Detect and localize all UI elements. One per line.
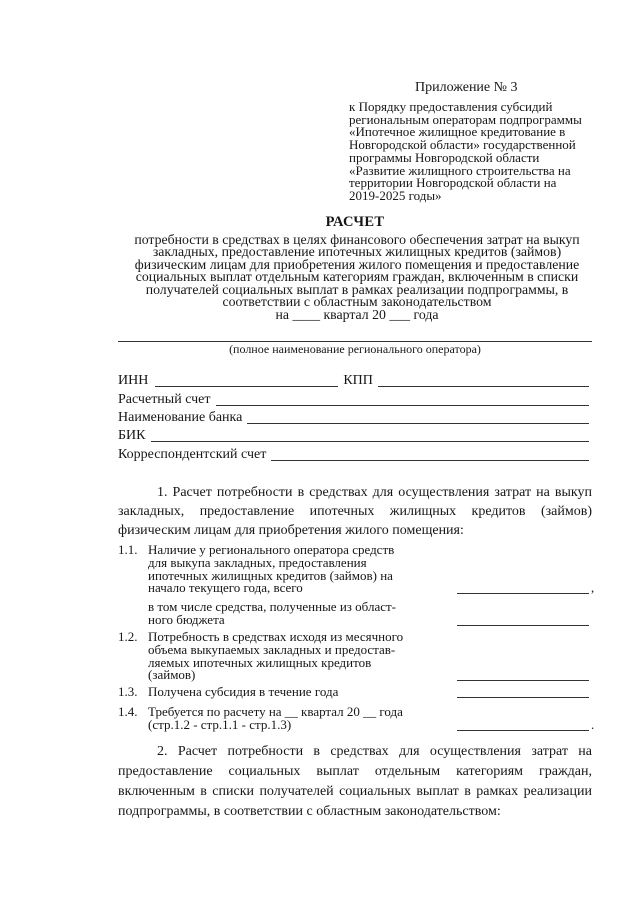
inn-label: ИНН — [118, 373, 149, 388]
inn-kpp-row — [118, 372, 589, 390]
item-text-line: ипотечных жилищных кредитов (займов) на — [148, 567, 393, 583]
calc-item-1-1 — [118, 542, 595, 596]
calc-item-1-1-regional-budget — [118, 601, 592, 627]
operator-name-caption: (полное наименование регионального оператора) — [229, 342, 481, 356]
appendix-reference-line: «Развитие жилищного строительства на — [349, 162, 571, 178]
bank-name-label: Наименование банка — [118, 410, 243, 425]
appendix-number: Приложение № 3 — [415, 80, 518, 95]
kpp-label: КПП — [343, 373, 373, 388]
kpp-field — [378, 386, 589, 387]
item-number: 1.4. — [118, 704, 138, 719]
item-text — [148, 704, 595, 732]
corr-account-field — [271, 460, 589, 461]
subtitle-line: социальных выплат отдельным категориям граждан, включенным в списки — [135, 269, 579, 284]
item-text-line: начало текущего года, всего — [148, 580, 303, 596]
section1-paragraph — [118, 483, 592, 540]
appendix-reference-line: региональным операторам подпрограммы — [349, 111, 582, 127]
account-row — [118, 391, 589, 409]
item-text-line: Потребность в средствах исходя из месячного — [148, 629, 404, 644]
subtitle-line: соответствии с областным законодательством — [222, 294, 492, 309]
item-text-line: Наличие у регионального оператора средств — [148, 542, 395, 557]
calc-item-1-2 — [118, 631, 592, 682]
bik-row — [118, 427, 589, 445]
appendix-reference-line: «Ипотечное жилищное кредитование в — [349, 124, 566, 140]
bik-label: БИК — [118, 428, 146, 443]
item-number: 1.1. — [118, 542, 138, 557]
corr-account-row — [118, 446, 589, 464]
section2-paragraph — [118, 742, 592, 822]
section2-line: включенным в списки получателей социальных выплат в рамках реализации — [118, 784, 592, 799]
section2-line: подпрограммы, в соответствии с областным законодательством: — [118, 804, 501, 819]
section2-line: предоставление социальных выплат отдельным категориям граждан, — [118, 764, 592, 779]
bank-name-field — [247, 423, 589, 424]
item-text — [148, 542, 595, 596]
item-suffix: , — [591, 580, 595, 596]
subtitle-line: физическим лицам для приобретения жилого помещения и предоставление — [134, 256, 580, 272]
section1-line: физическим лицам для приобретения жилого помещения: — [118, 522, 464, 538]
item-text-line: ляемых ипотечных жилищных кредитов — [148, 654, 372, 670]
appendix-reference-line: Новгородской области» государственной — [349, 137, 576, 153]
account-field — [216, 405, 589, 406]
appendix-reference-line: программы Новгородской области — [349, 149, 540, 165]
corr-account-label: Корреспондентский счет — [118, 447, 267, 462]
subtitle-line: получателей социальных выплат в рамках реализации подпрограммы, в — [145, 281, 569, 297]
appendix-reference-line: 2019-2025 годы» — [349, 187, 442, 203]
appendix-reference — [349, 101, 582, 203]
item-value-field — [457, 680, 589, 681]
item-text-line: (стр.1.2 - стр.1.1 - стр.1.3) — [148, 716, 292, 732]
item-text-line: для выкупа закладных, предоставления — [148, 554, 367, 570]
item-value-field — [457, 625, 589, 626]
item-text-line: Получена субсидия в течение года — [148, 684, 339, 699]
section1-line: закладных, предоставление ипотечных жилищных кредитов (займов) — [118, 503, 592, 519]
period-line: на ____ квартал 20 ___ года — [275, 306, 439, 322]
item-suffix: . — [591, 716, 595, 732]
item-text-line: объема выкупаемых закладных и предостав- — [148, 641, 396, 657]
item-text-line: ного бюджета — [148, 611, 225, 627]
appendix-reference-line: к Порядку предоставления субсидий — [349, 99, 553, 114]
item-value-field — [457, 593, 589, 594]
bik-field — [151, 441, 590, 442]
item-text-line: в том числе средства, полученные из област- — [148, 599, 396, 614]
item-number: 1.2. — [118, 629, 138, 644]
inn-field — [155, 386, 338, 387]
calc-item-1-3 — [118, 686, 592, 699]
item-text — [148, 601, 592, 627]
item-value-field — [457, 730, 589, 731]
calc-item-1-4 — [118, 704, 595, 732]
appendix-reference-line: территории Новгородской области на — [349, 175, 557, 191]
item-text-line: (займов) — [148, 667, 196, 683]
item-value-field — [457, 697, 589, 698]
item-text-line: Требуется по расчету на __ квартал 20 __ года — [148, 704, 403, 719]
document-title: РАСЧЕТ — [325, 214, 385, 230]
item-text — [148, 631, 592, 682]
section2-line: 2. Расчет потребности в средствах для осуществления затрат на — [157, 744, 592, 759]
subtitle-line: потребности в средствах в целях финансового обеспечения затрат на выкуп — [134, 231, 580, 247]
item-number: 1.3. — [118, 684, 138, 699]
document-subtitle — [102, 231, 612, 322]
account-label: Расчетный счет — [118, 392, 211, 407]
section1-line: 1. Расчет потребности в средствах для осуществления затрат на выкуп — [157, 484, 592, 500]
bank-name-row — [118, 409, 589, 427]
subtitle-line: закладных, предоставление ипотечных жилищных кредитов (займов) — [152, 244, 562, 259]
